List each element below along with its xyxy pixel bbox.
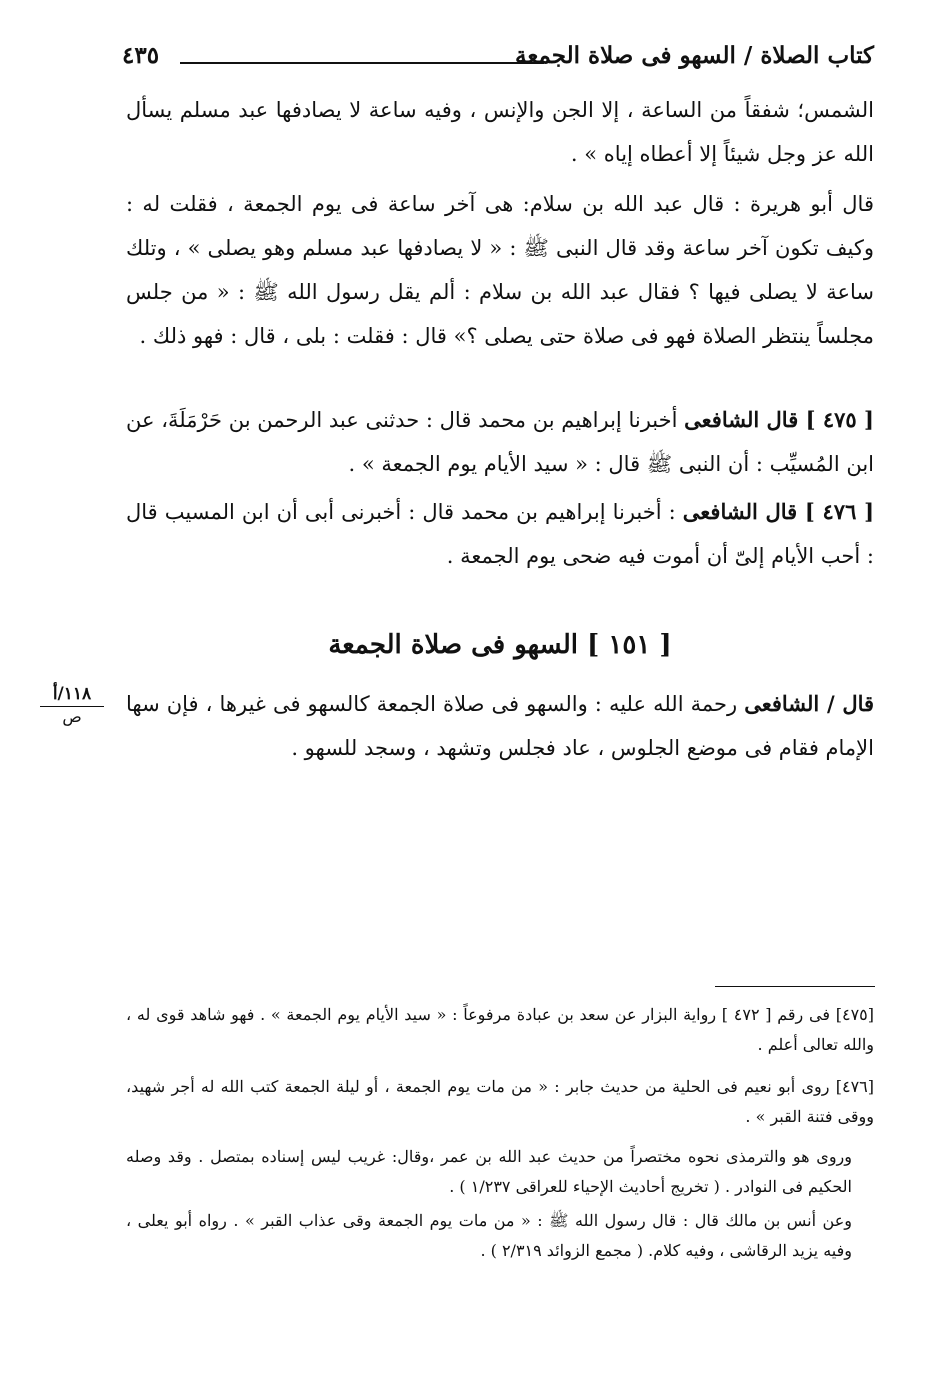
hadith-lead: [ ٤٧٦ ] قال الشافعى	[682, 499, 875, 524]
footnote-476-cont-2: وعن أنس بن مالك قال : قال رسول الله ﷺ : « من مات يوم الجمعة وقى عذاب القبر » . رواه أبو يعلى ، وفيه يزيد الرقاشى ، وفيه كلام. ( مجمع الزوائد ٢/٣١٩ ) .	[126, 1211, 852, 1260]
page-number: ٤٣٥	[122, 42, 160, 69]
section-paragraph	[126, 682, 874, 770]
paragraph-text: الشمس؛ شفقاً من الساعة ، إلا الجن والإنس ، وفيه ساعة لا يصادفها عبد مسلم يسأل الله عز وجل شيئاً إلا أعطاه إياه » .	[126, 98, 874, 166]
running-header	[122, 38, 874, 78]
manuscript-folio-note	[40, 684, 104, 726]
paragraph-1	[126, 88, 874, 176]
paragraph-text: قال أبو هريرة : قال عبد الله بن سلام: هى آخر ساعة فى يوم الجمعة ، فقلت له : وكيف تكون آخر ساعة وقد قال النبى ﷺ : « لا يصادفها عبد مسلم وهو يصلى » ، وتلك ساعة لا يصلى فيها ؟ فقال عبد الله بن سلام : ألم يقل رسول الله ﷺ : « من جلس مجلساً ينتظر الصلاة فهو فى صلاة حتى يصلى ؟» قال : فقلت : بلى ، قال : فهو ذلك .	[126, 192, 874, 348]
footnote-476-cont-1: وروى هو والترمذى نحوه مختصراً من حديث عبد الله بن عمر ،وقال: غريب ليس إسناده بمتصل . وقد وصله الحكيم فى النوادر . ( تخريج أحاديث الإحياء للعراقى ١/٢٣٧ ) .	[126, 1147, 852, 1196]
section-heading: [ ١٥١ ] السهو فى صلاة الجمعة	[328, 630, 672, 660]
folio-number: ١١٨/أ	[40, 684, 104, 707]
footnote-separator	[715, 986, 875, 987]
hadith-lead: [ ٤٧٥ ] قال الشافعى	[684, 407, 874, 432]
header-rule	[180, 62, 544, 64]
header-title: كتاب الصلاة / السهو فى صلاة الجمعة	[515, 42, 874, 69]
paragraph-2	[126, 182, 874, 358]
hadith-text: : أخبرنا إبراهيم بن محمد قال : أخبرنى أبى أن ابن المسيب قال : أحب الأيام إلىّ أن أموت فيه ضحى يوم الجمعة .	[126, 500, 874, 568]
footnote-476: [٤٧٦] روى أبو نعيم فى الحلية من حديث جابر : « من مات يوم الجمعة ، أو ليلة الجمعة كتب الله له أجر شهيد، ووقى فتنة القبر » .	[126, 1077, 874, 1126]
folio-letter: ص	[62, 707, 82, 726]
hadith-text: أخبرنا إبراهيم بن محمد قال : حدثنى عبد الرحمن بن حَرْمَلَةَ، عن ابن المُسيِّب : أن النبى ﷺ قال : « سيد الأيام يوم الجمعة » .	[126, 408, 874, 476]
footnote-475: [٤٧٥] فى رقم [ ٤٧٢ ] رواية البزار عن سعد بن عبادة مرفوعاً : « سيد الأيام يوم الجمعة » . فهو شاهد قوى له ، والله تعالى أعلم .	[126, 1005, 874, 1054]
hadith-475	[126, 398, 874, 486]
section-lead: قال / الشافعى	[744, 691, 875, 716]
section-text: رحمة الله عليه : والسهو فى صلاة الجمعة كالسهو فى غيرها ، فإن سها الإمام فقام فى موضع الجلوس ، عاد فجلس وتشهد ، وسجد للسهو .	[126, 692, 874, 760]
hadith-476	[126, 490, 874, 578]
